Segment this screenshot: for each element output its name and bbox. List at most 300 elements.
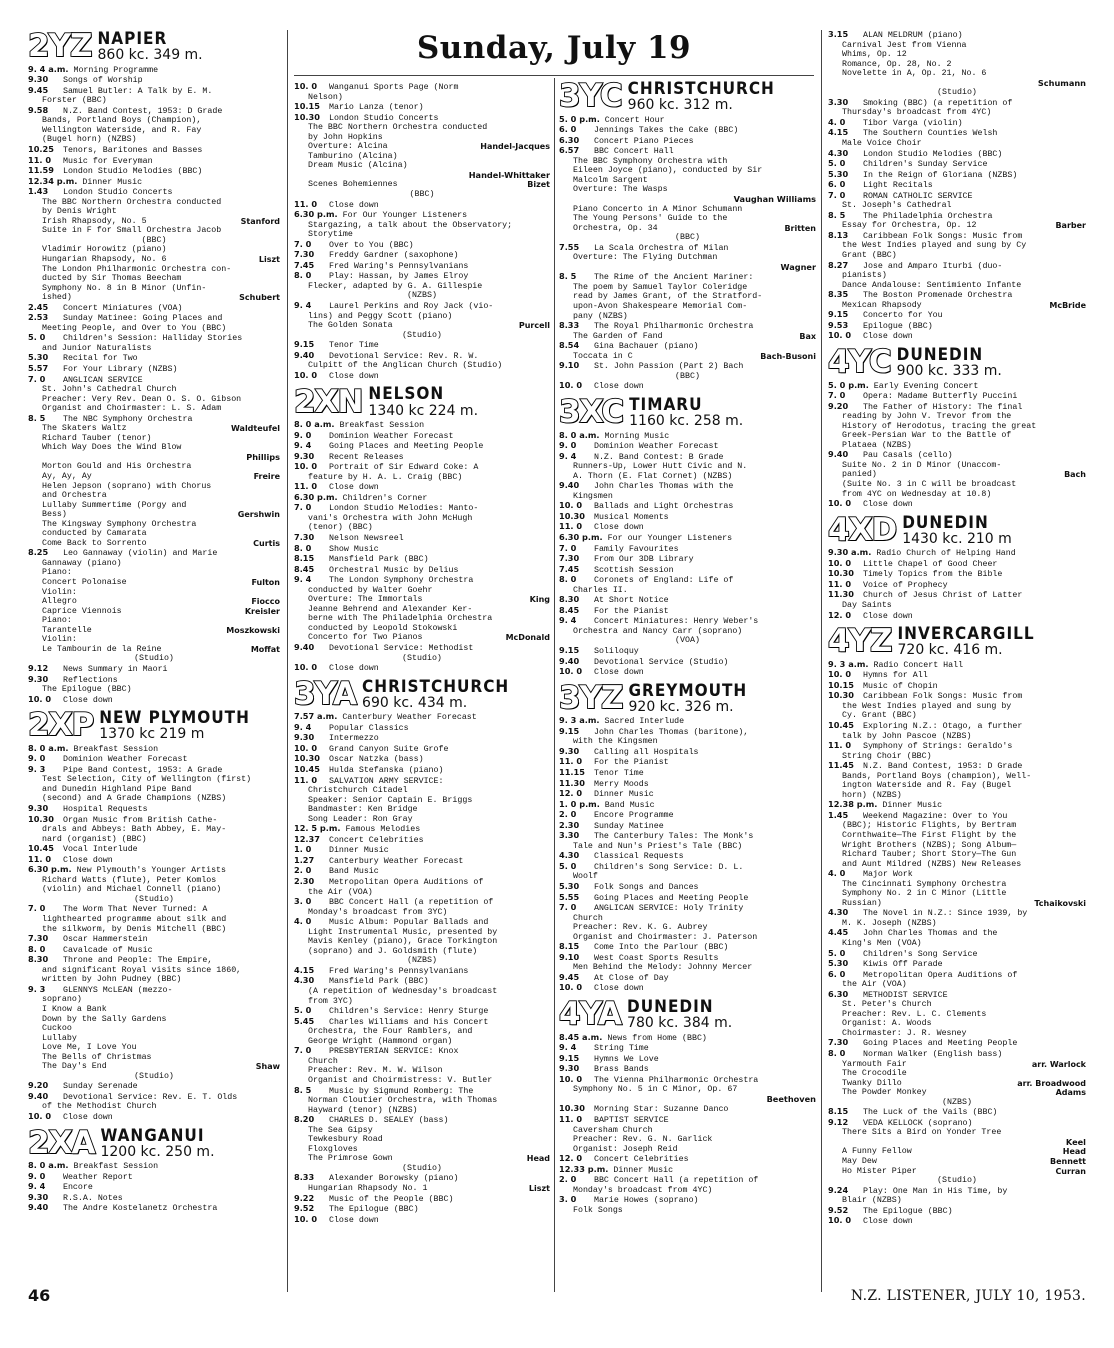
programme-line: 8. 5 The NBC Symphony Orchestra [28,413,193,424]
programme-time: 8.27 [828,260,849,270]
programme-line: Keel [1065,1137,1086,1147]
programme-time: 9.30 [28,804,49,814]
programme-time: 9.30 [28,1192,49,1202]
programme-line: Greek-Persian War to the Battle of [842,431,1012,441]
programme-time: 8. 5 [559,272,577,282]
programme-line: Violin: [42,587,77,597]
programme-line: 9. 4 The London Symphony Orchestra [294,575,474,586]
programme-time: 7. 0 [559,903,577,913]
station-block [559,996,816,1215]
programme-time: 8. 0 [294,543,312,553]
programme-time: 9.40 [559,656,580,666]
programme-time: 9.15 [559,1053,580,1063]
composer: Bach [1064,470,1086,480]
programme-line: 10.30 Oscar Natzka (bass) [294,754,424,765]
programme-time: 2.30 [559,820,580,830]
programme-line: 9.10 West Coast Sports Results [559,952,719,963]
programme-line: 5. 0 Children's Sunday Service [828,159,988,170]
programme-line: Choirmaster: J. R. Wesney [842,1028,967,1038]
programme-line: 3. 0 BBC Concert Hall (a repetition of [294,897,494,908]
programme-time: 10. 0 [294,462,318,472]
programme-line: 5.30 In the Reign of Gloriana (NZBS) [828,169,1018,180]
programme-line: St. John's Cathedral Church [42,385,177,395]
programme-time: 10. 0 [294,663,318,673]
station-block [828,623,1086,1227]
programme-line: vani's Orchestra with John McHugh [308,513,473,523]
programme-time: 3. 0 [294,897,312,907]
programme-line: 11. 0 SALVATION ARMY SERVICE: [294,775,444,786]
programme-line: The Crocodile [842,1069,907,1079]
programme-time: 9.52 [828,1205,849,1215]
programme-line: by John Hopkins [308,132,383,142]
programme-time: 11.45 [828,761,854,771]
programme-line: 9. 3 a.m. Sacred Interlude [559,716,685,727]
programme-line: Suite in F for Small Orchestra Jacob [42,226,222,236]
programme-line: 9.10 St. John Passion (Part 2) Bach [559,361,744,372]
programme-line: Organist and Choirmaster: L. S. Adam [42,404,222,414]
programme-line: 10. 0 The Vienna Philharmonic Orchestra [559,1074,759,1085]
programme-time: 10. 0 [294,1214,318,1224]
programme-time: 8. 0 [828,1049,846,1058]
programme-line: Bax The Garden of Fand [573,331,816,341]
programme-line: 9.20 The Father of History: The final [828,401,1023,412]
programme-line: 9.12 VEDA KELLOCK (soprano) [828,1117,973,1128]
programme-line: 11. 0 BAPTIST SERVICE [559,1114,669,1125]
programme-time: 9. 4 [294,575,312,585]
programme-time: 10. 0 [828,331,852,341]
programme-time: 5. 0 [294,1006,312,1016]
programme-time: 4.30 [828,148,849,158]
programme-line: 10. 0 Close down [828,499,913,510]
programme-line: Overture: The Wasps [573,185,668,195]
programme-line: 8. 0 Cavalcade of Music [28,944,153,955]
programme-line: Head A Funny Fellow [842,1147,1086,1157]
programme-line: 9. 4 String Time [559,1043,649,1054]
station-frequency: 900 kc. 333 m. [896,363,1002,380]
station-block [828,344,1086,510]
programme-line: 12. 5 p.m. Famous Melodies [294,824,421,835]
programme-time: 6.30 [559,135,580,145]
programme-line: Runners-Up, Lower Hutt Civic and N. [573,462,748,472]
station-block [294,383,550,674]
station-block [28,1124,280,1214]
programme-line: (BBC) [675,233,700,243]
programme-line: 4. 0 Music Album: Popular Ballads and [294,917,489,928]
programme-line: 8. 0 a.m. Breakfast Session [28,1161,159,1172]
programme-time: 10.15 [828,680,854,690]
programme-time: 9. 4 [294,722,312,732]
station-header [28,1124,280,1161]
programme-time: 1.43 [28,187,49,197]
programme-time: 8.33 [559,321,580,331]
programme-line: 8.33 The Royal Philharmonic Orchestra [559,321,754,332]
programme-line: drals and Abbeys: Bath Abbey, E. May- [42,825,227,835]
programme-time: 10. 0 [294,82,318,91]
programme-line: the West Indies played and sung by [842,701,1012,711]
programme-time: 1.45 [828,810,849,820]
composer: Britten [784,223,816,233]
programme-time: 8.30 [28,955,49,965]
programme-time: 5. 0 [828,159,846,169]
programme-line: 7. 0 The Worm That Never Turned: A [28,904,208,915]
programme-line: 9.40 Devotional Service (Studio) [559,656,729,667]
programme-time: 8.35 [828,290,849,300]
programme-line: (NZBS) [942,1097,972,1107]
composer: Stanford [240,216,280,226]
column-rule-2 [554,78,555,1292]
programme-line: 2.30 Metropolitan Opera Auditions of [294,877,484,888]
programme-time: 4.45 [828,928,849,938]
station-frequency: 1430 kc. 210 m [902,530,1012,547]
programme-line: 9. 4 Going Places and Meeting People [294,441,484,452]
programme-time: 8. 0 a.m. [28,1161,69,1171]
programme-time: 10. 0 [559,667,583,677]
programme-line: 6.30 p.m. Children's Corner [294,492,428,503]
programme-line: 10. 0 Grand Canyon Suite Grofe [294,743,449,754]
programme-line: 6. 0 Jennings Takes the Cake (BBC) [559,125,739,136]
station-header [28,28,280,65]
composer: Bennett [1050,1157,1086,1167]
programme-time: 9.30 [28,674,49,684]
programme-time: 5. 0 [559,861,577,871]
programme-time: 12. 0 [559,789,583,799]
programme-line: 9.30 Intermezzo [294,733,379,744]
programme-time: 9.30 [28,75,49,85]
programme-time: 5.55 [559,892,580,902]
programme-time: 9.40 [294,350,315,360]
programme-line: 9.30 Recent Releases [294,451,404,462]
programme-time: 8.13 [828,230,849,240]
programme-line: 11. 0 Voice of Prophecy [828,579,948,590]
programme-time: 8.25 [28,548,49,558]
station-city: DUNEDIN [902,512,989,533]
programme-line: from 3YC) [308,996,353,1006]
programme-line: 7.55 La Scala Orchestra of Milan [559,242,729,253]
programme-line: soprano) [42,995,82,1005]
programme-line: 8. 0 Play: Hassan, by James Elroy [294,271,469,282]
programme-time: 4.30 [828,908,849,918]
station-block [559,78,816,392]
programme-line: 4. 0 Tibor Varga (violin) [828,117,963,128]
programme-line: Light Instrumental Music, presented by [308,927,498,937]
programme-time: 9. 3 a.m. [559,716,600,726]
programme-line: Caversham Church [573,1125,653,1135]
station-header [828,623,1086,660]
programme-line: 10. 0 Close down [294,1214,379,1225]
composer: Shaw [255,1062,280,1072]
station-block [28,28,280,705]
programme-line: Barber Essay for Orchestra, Op. 12 [842,221,1086,231]
programme-line: Test Selection, City of Wellington (first) [42,775,252,785]
programme-line: Tamburino (Alcina) [308,151,398,161]
programme-line: arr. Warlock Yarmouth Fair [842,1059,1086,1069]
programme-time: 9. 0 [28,1171,46,1181]
programme-line: Mavis Kenley (piano), Grace Torkington [308,937,498,947]
programme-line: 8.15 Come Into the Parlour (BBC) [559,942,729,953]
programme-line: The BBC Symphony Orchestra with [573,156,728,166]
programme-line: 10.45 Exploring N.Z.: Otago, a further [828,720,1023,731]
programme-time: 7.30 [559,554,580,564]
programme-line: Male Voice Choir [842,139,922,149]
programme-time: 12.37 [294,834,320,844]
station-city: DUNEDIN [627,996,714,1017]
programme-line: The Epilogue (BBC) [42,685,132,695]
programme-line: 10.30 Morning Star: Suzanne Danco [559,1104,729,1115]
programme-line: 8.30 Throne and People: The Empire, [28,955,213,966]
programme-time: 9.15 [828,310,849,320]
programme-time: 10. 0 [828,1216,852,1226]
programme-time: 11.15 [559,767,585,777]
programme-line: Cy. Grant (BBC) [842,711,917,721]
programme-line: 9.52 The Epilogue (BBC) [294,1204,419,1215]
programme-time: 5. 0 p.m. [828,380,869,390]
programme-time: 9.45 [559,972,580,982]
programme-time: 8.45 [559,605,580,615]
programme-line: Dance Andalouse: Sentimiento Infante [842,280,1022,290]
programme-line: Love Me, I Love You [42,1043,137,1053]
programme-line: 1.43 London Studio Concerts [28,187,173,198]
programme-line: 9.58 N.Z. Band Contest, 1953: D Grade [28,105,223,116]
programme-line: 9.15 Concerto for You [828,310,943,321]
programme-line: Cornthwaite—The First Flight by the [842,830,1017,840]
programme-line: Malcolm Sargent [573,175,648,185]
programme-time: 2.30 [294,877,315,887]
programme-line: Thursday's broadcast from 4YC) [842,108,992,118]
programme-time: 9. 4 [559,451,577,461]
programme-line: 8.25 Leo Gannaway (violin) and Marie [28,548,218,559]
programme-time: 8.20 [294,1115,315,1125]
programme-line: Purcell The Golden Sonata [308,321,550,331]
programme-line: 12. 0 Dinner Music [559,789,654,800]
composer: Liszt [258,254,280,264]
programme-time: 8. 0 [559,575,577,585]
programme-time: 5.30 [828,959,849,969]
programme-time: 2.53 [28,313,49,323]
programme-time: 6.30 [828,989,849,999]
programme-line: The Bells of Christmas [42,1052,152,1062]
programme-time: 11. 0 [559,522,583,532]
programme-line: 6. 0 Metropolitan Opera Auditions of [828,969,1018,980]
programme-time: 6.30 p.m. [559,532,603,542]
programme-time: 9.40 [559,481,580,491]
programme-line: Eileen Joyce (piano), conducted by Sir [573,166,763,176]
programme-line: 5.30 Kiwis Off Parade [828,959,943,970]
programme-time: 1.27 [294,855,315,865]
programme-line: 12. 0 Concert Celebrities [559,1154,689,1165]
programme-line: 9. 0 Dominion Weather Forecast [28,754,188,765]
programme-line: 11. 0 Close down [28,854,113,865]
programme-line: Symphony No. 5 in C Minor, Op. 67 [573,1085,738,1095]
programme-time: 8. 5 [28,413,46,423]
programme-time: 11.30 [828,590,854,600]
programme-line: 5. 0 Children's Song Service: D. L. [559,861,744,872]
programme-line: Whims, Op. 12 [842,50,907,60]
programme-line: Meeting People, and Over to You (BBC) [42,323,227,333]
programme-line: Flecker, adapted by G. A. Gillespie [308,281,483,291]
programme-time: 10. 0 [28,694,52,704]
station-header [294,675,550,712]
programme-time: 9. 4 [559,1043,577,1053]
programme-line: (A repetition of Wednesday's broadcast [308,987,498,997]
composer: McBride [1049,300,1086,310]
programme-time: 8.15 [828,1107,849,1117]
masthead: N.Z. LISTENER, JULY 10, 1953. [850,1288,1086,1304]
programme-line: Britten Orchestra, Op. 34 [573,223,816,233]
programme-time: 5. 0 p.m. [559,114,600,124]
programme-time: 10.45 [828,720,854,730]
programme-line: Dream Music (Alcina) [308,161,408,171]
programme-time: 7. 0 [828,391,846,401]
station-header [559,394,816,431]
programme-line: A. Thorn (E. Flat Cornet) (NZBS) [573,471,733,481]
programme-time: 9. 0 [294,430,312,440]
programme-line: 8. 0 Coronets of England: Life of [559,575,734,586]
programme-line: upon-Avon Shakespeare Memorial Com- [573,301,748,311]
programme-time: 12. 0 [559,1154,583,1164]
programme-line: Beethoven [766,1094,816,1104]
composer: Purcell [518,321,550,331]
programme-line: Handel-Whittaker [468,170,550,180]
column-1 [28,26,280,1296]
station-frequency: 960 kc. 312 m. [627,97,733,114]
programme-time: 11.30 [559,778,585,788]
programme-line: 7. 0 Opera: Madame Butterfly Puccini [828,391,1018,402]
station-city: GREYMOUTH [628,680,748,701]
station-frequency: 860 kc. 349 m. [97,47,203,64]
programme-line: 7.30 Freddy Gardner (saxophone) [294,250,459,261]
programme-time: 9. 0 [28,754,46,764]
programme-line: The BBC Northern Orchestra conducted [308,123,488,133]
station-callsign: 2YZ [28,28,92,65]
programme-line: (BBC) [675,371,700,381]
programme-time: 1. 0 p.m. [559,799,600,809]
programme-line: 6.57 BBC Concert Hall [559,146,674,157]
programme-line: 7.30 From Our 3DB Library [559,554,694,565]
programme-time: 5. 0 [28,333,46,343]
programme-line: 10. 0 Close down [294,370,379,381]
programme-line: Vaughan Williams [733,194,816,204]
programme-line: Novelette in A, Op. 21, No. 6 [842,69,987,79]
station-header [559,679,816,716]
programme-line: the silkworm, by Denis Mitchell (BBC) [42,924,227,934]
programme-line: Waldteufel The Skaters Waltz [42,424,280,434]
programme-line: (Studio) [134,1071,174,1081]
programme-line: 9. 4 Encore [28,1182,93,1193]
programme-line: 1. 0 p.m. Band Music [559,799,655,810]
programme-line: 9.30 Hospital Requests [28,804,148,815]
programme-line: 3.30 Smoking (BBC) (a repetition of [828,97,1013,108]
programme-time: 7.30 [28,934,49,944]
programme-line: Symphony No. 2 in C Minor (Little [842,889,1007,899]
programme-line: Richard Watts (flute), Peter Komlos [42,875,217,885]
programme-line: 10. 0 Little Chapel of Good Cheer [828,558,998,569]
programme-line: There Sits a Bird on Yonder Tree [842,1128,1002,1138]
programme-line: 7. 0 ROMAN CATHOLIC SERVICE [828,190,973,201]
programme-time: 10. 0 [559,1074,583,1084]
programme-line: 4.30 Classical Requests [559,851,684,862]
composer: Barber [1055,221,1086,231]
programme-line: 3.15 ALAN MELDRUM (piano) [828,30,963,40]
station-city: INVERCARGILL [897,624,1035,645]
programme-line: Norman Cloutier Orchestra, with Thomas [308,1096,498,1106]
programme-line: 8. 5 The Rime of the Ancient Mariner: [559,272,754,283]
programme-line: 12.34 p.m. Dinner Music [28,176,143,187]
composer: Gershwin [237,510,280,520]
composer: Bizet [527,180,550,190]
programme-time: 9. 4 a.m. [28,64,69,74]
programme-line: 10.30 Timely Topics from the Bible [828,569,1003,580]
programme-line: George Wright (Hammond organ) [308,1036,453,1046]
station-frequency: 1340 kc 224 m. [368,402,479,419]
composer: Handel-Jacques [480,142,550,152]
programme-time: 6. 0 [828,969,846,979]
programme-line: 9.15 Tenor Time [294,340,379,351]
programme-line: Head The Primrose Gown [308,1154,550,1164]
programme-line: 8. 0 Norman Walker (English bass) [828,1049,1003,1059]
programme-line: The London Philharmonic Orchestra con- [42,264,232,274]
programme-line: 3. 0 Marie Howes (soprano) [559,1195,699,1206]
composer: Curran [1055,1166,1086,1176]
programme-line: Down by the Sally Gardens [42,1014,167,1024]
programme-line: Carnival Jest from Vienna [842,40,967,50]
programme-line: Organist and Choirmistress: V. Butler [308,1075,493,1085]
programme-line: 2.30 Sunday Matinee [559,820,664,831]
programme-line: 7. 0 ANGLICAN SERVICE [28,374,143,385]
composer: Moffat [250,644,280,654]
programme-line: Stargazing, a talk about the Observatory; [308,220,513,230]
programme-line: 10. 0 Close down [28,1111,113,1122]
programme-line: 5. 0 p.m. Early Evening Concert [828,380,979,391]
programme-line: 10. 0 Portrait of Sir Edward Coke: A [294,462,479,473]
programme-line: Nelson) [308,92,343,102]
station-city: CHRISTCHURCH [362,676,510,697]
programme-line: 9.40 Pau Casals (cello) [828,450,953,461]
programme-line: 10.30 Caribbean Folk Songs: Music from [828,691,1023,702]
programme-line: with the Kingsmen [573,737,658,747]
programme-line: 8.45 For the Pianist [559,605,669,616]
programme-line: lighthearted programme about silk and [42,915,227,925]
programme-line: M. K. Joseph (NZBS) [842,918,937,928]
programme-line: The Young Persons' Guide to the [573,214,728,224]
station-callsign: 4YC [828,344,891,381]
programme-line: Bandmaster: Ken Bridge [308,805,418,815]
station-city: DUNEDIN [896,344,984,365]
programme-line: 9.52 The Epilogue (BBC) [828,1205,953,1216]
programme-line: The poem by Samuel Taylor Coleridge [573,282,748,292]
programme-line: 11.30 Church of Jesus Christ of Latter [828,590,1023,601]
programme-line: Vladimir Horowitz (piano) [42,245,167,255]
station-callsign: 4YA [559,996,622,1033]
programme-line: 9.15 John Charles Thomas (baritone), [559,726,749,737]
programme-line: 2.45 Concert Miniatures (VOA) [28,302,183,313]
programme-line: Violin: [42,635,77,645]
composer: arr. Broadwood [1017,1078,1086,1088]
programme-line: (violin) and Michael Connell (piano) [42,885,222,895]
programme-time: 9.40 [28,1203,49,1213]
programme-time: 10. 0 [828,670,852,680]
programme-line: Storytime [308,230,353,240]
programme-time: 7. 0 [28,374,46,384]
programme-time: 7.30 [294,533,315,543]
programme-time: 10.15 [294,102,320,112]
programme-line: 5.55 Going Places and Meeting People [559,892,749,903]
programme-line: 7. 0 ANGLICAN SERVICE: Holy Trinity [559,903,744,914]
programme-line: 9.24 Play: One Man in His Time, by [828,1185,1008,1196]
programme-line: Plataea (NZBS) [842,440,912,450]
programme-line: Fulton Concert Polonaise [42,578,280,588]
programme-line: 6.30 METHODIST SERVICE [828,989,948,1000]
programme-time: 10.45 [294,765,320,774]
